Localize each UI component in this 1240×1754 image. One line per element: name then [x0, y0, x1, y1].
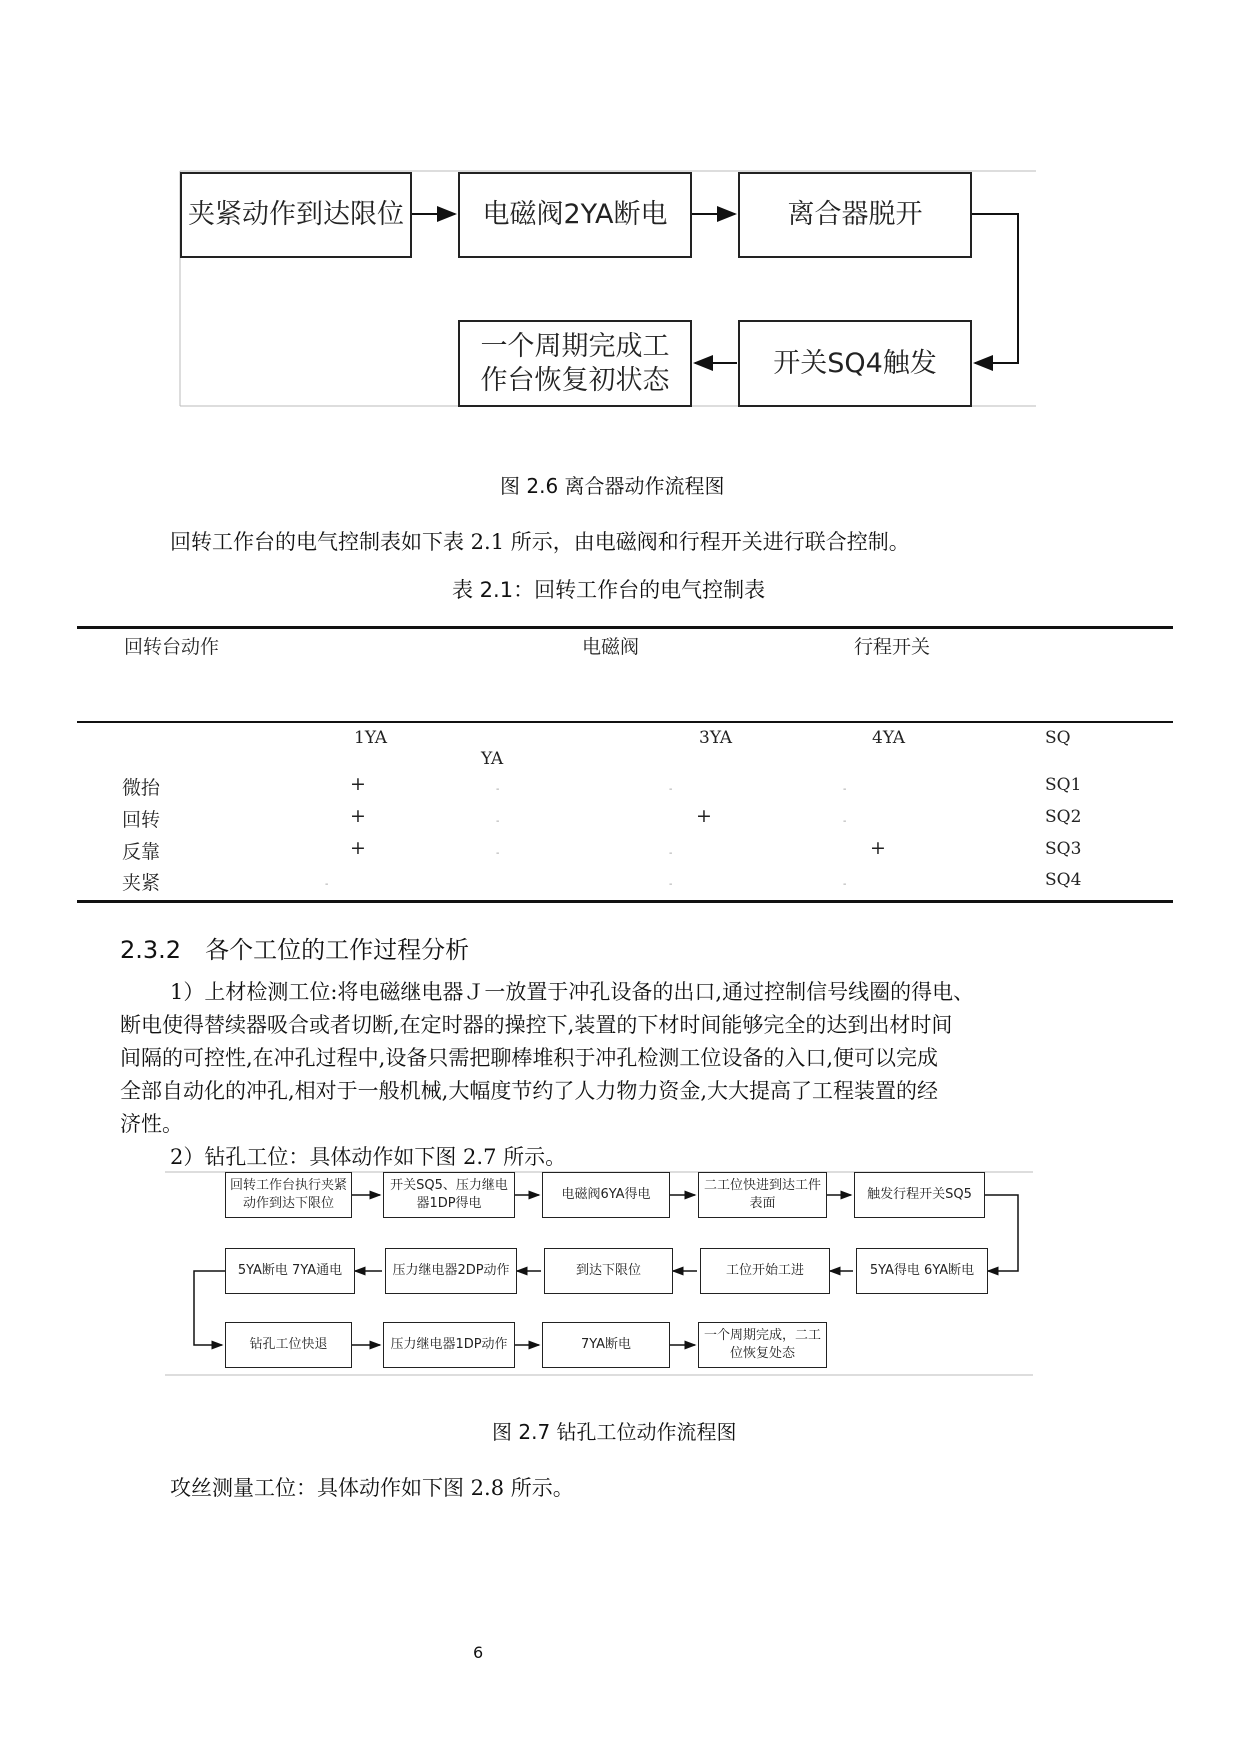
table-cell-3ya: -	[669, 784, 673, 795]
paragraph-line: 断电使得替续器吸合或者切断,在定时器的操控下,装置的下材时间能够完全的达到出材时间	[120, 1013, 953, 1037]
paragraph-table-intro: 回转工作台的电气控制表如下表 2.1 所示，由电磁阀和行程开关进行联合控制。	[170, 530, 910, 554]
table-cell-3ya: -	[669, 879, 673, 890]
fc2-box-clamp-lower-limit: 回转工作台执行夹紧动作到达下限位	[225, 1172, 352, 1218]
table-row-action: 回转	[122, 809, 161, 831]
fc1-box-clutch-release: 离合器脱开	[738, 172, 972, 258]
fc2-box-trigger-sq5: 触发行程开关SQ5	[854, 1172, 985, 1218]
table-cell-1ya: +	[350, 773, 366, 795]
table-cell-sq: SQ1	[1045, 775, 1082, 795]
table-cell-4ya: -	[843, 816, 847, 827]
header-sq: SQ	[1045, 728, 1071, 748]
fc2-box-5ya-off-7ya-on: 5YA断电 7YA通电	[225, 1248, 355, 1294]
figure-2-6-caption: 图 2.6 离合器动作流程图	[500, 474, 725, 498]
table-2-1-caption: 表 2.1：回转工作台的电气控制表	[452, 578, 766, 602]
header-2ya: YA	[481, 749, 504, 769]
paragraph-tapping-intro: 攻丝测量工位：具体动作如下图 2.8 所示。	[170, 1476, 574, 1500]
section-heading: 2.3.2 各个工位的工作过程分析	[120, 936, 470, 964]
fc2-box-6ya-on: 电磁阀6YA得电	[542, 1172, 670, 1218]
fc2-box-1dp-act: 压力继电器1DP动作	[383, 1322, 515, 1368]
table-cell-sq: SQ2	[1045, 807, 1082, 827]
table-cell-2ya: -	[496, 816, 500, 827]
table-cell-2ya: -	[496, 784, 500, 795]
table-cell-1ya: -	[325, 879, 329, 890]
table-cell-sq: SQ3	[1045, 839, 1082, 859]
header-switch: 行程开关	[854, 636, 931, 658]
fc2-box-5ya-on-6ya-off: 5YA得电 6YA断电	[856, 1248, 988, 1294]
fc1-box-clamp-limit: 夹紧动作到达限位	[180, 172, 412, 258]
table-cell-1ya: +	[350, 805, 366, 827]
paragraph-line: 全部自动化的冲孔,相对于一般机械,大幅度节约了人力物力资金,大大提高了工程装置的经	[120, 1079, 939, 1103]
header-4ya: 4YA	[872, 728, 905, 748]
table-cell-4ya: -	[843, 784, 847, 795]
table-cell-sq: SQ4	[1045, 870, 1082, 890]
paragraph-line: 1）上材检测工位:将电磁继电器Ｊ一放置于冲孔设备的出口,通过控制信号线圈的得电、	[170, 980, 975, 1004]
table-cell-2ya: -	[496, 848, 500, 859]
page-number: 6	[473, 1643, 484, 1662]
header-1ya: 1YA	[354, 728, 387, 748]
table-row-action: 反靠	[122, 841, 161, 863]
fc1-box-valve-2ya-off: 电磁阀2YA断电	[458, 172, 692, 258]
paragraph-line: 济性。	[120, 1112, 183, 1136]
paragraph-line: 间隔的可控性,在冲孔过程中,设备只需把聊棒堆积于冲孔检测工位设备的入口,便可以完成	[120, 1046, 939, 1070]
fc2-box-reach-lower-limit: 到达下限位	[544, 1248, 673, 1294]
header-action: 回转台动作	[124, 636, 220, 658]
header-valve: 电磁阀	[582, 636, 640, 658]
fc2-box-fast-forward: 二工位快进到达工件表面	[698, 1172, 827, 1218]
fc2-box-sq5-1dp-on: 开关SQ5、压力继电器1DP得电	[383, 1172, 515, 1218]
fc2-box-start-work-feed: 工位开始工进	[700, 1248, 830, 1294]
figure-2-7-caption: 图 2.7 钻孔工位动作流程图	[492, 1420, 737, 1444]
table-cell-3ya: -	[669, 848, 673, 859]
fc1-box-cycle-complete: 一个周期完成工作台恢复初状态	[458, 320, 692, 407]
table-cell-1ya: +	[350, 837, 366, 859]
fc2-box-7ya-off: 7YA断电	[542, 1322, 670, 1368]
fc2-box-cycle-complete: 一个周期完成，二工位恢复处态	[698, 1322, 827, 1368]
fc2-box-2dp-act: 压力继电器2DP动作	[385, 1248, 517, 1294]
table-row-action: 夹紧	[122, 872, 161, 894]
table-row-action: 微抬	[122, 777, 161, 799]
table-cell-4ya: -	[843, 879, 847, 890]
fc1-box-switch-sq4: 开关SQ4触发	[738, 320, 972, 407]
fc2-box-fast-return: 钻孔工位快退	[225, 1322, 352, 1368]
table-cell-3ya: +	[696, 805, 712, 827]
paragraph-drilling-intro: 2）钻孔工位：具体动作如下图 2.7 所示。	[170, 1145, 567, 1169]
header-3ya: 3YA	[699, 728, 732, 748]
table-cell-4ya: +	[870, 837, 886, 859]
